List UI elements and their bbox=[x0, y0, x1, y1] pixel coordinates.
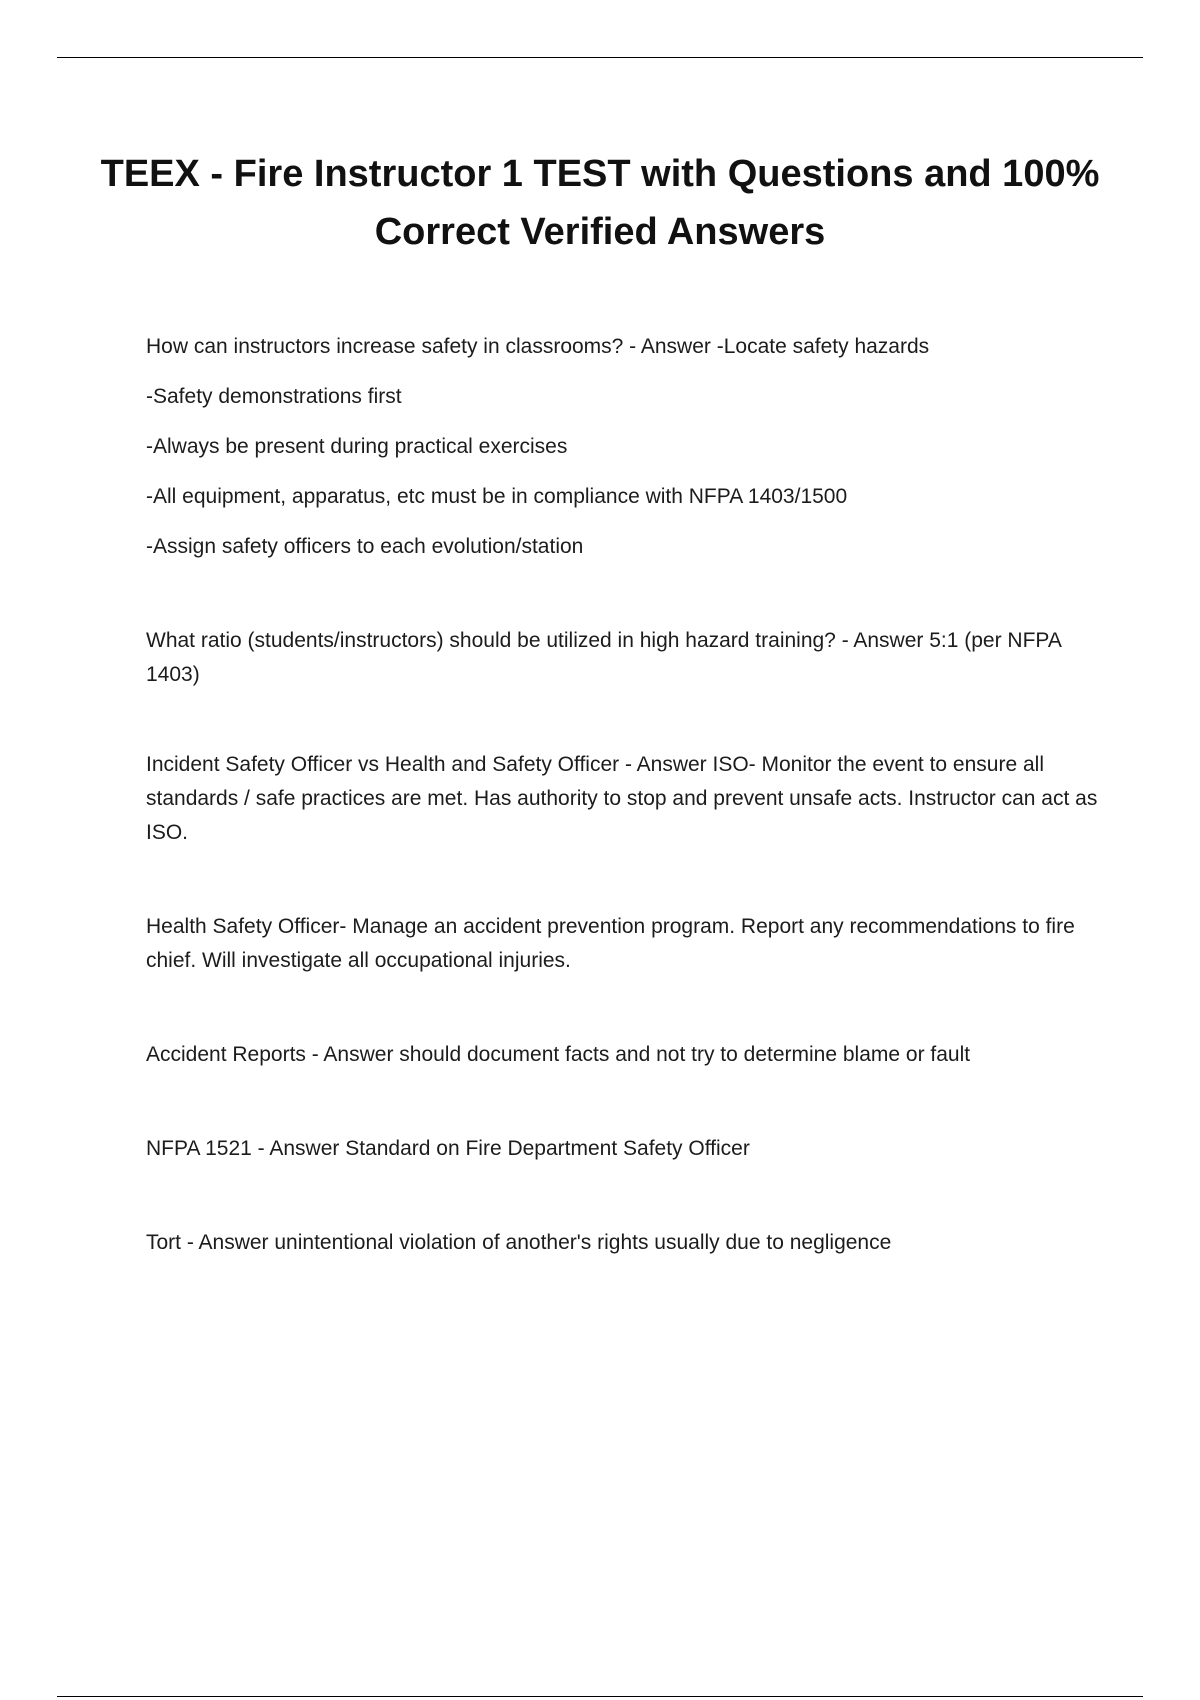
qa-entry-classroom-safety bbox=[146, 330, 1106, 564]
qa-entry-ratio: What ratio (students/instructors) should be utilized in high hazard training? - Answer 5:1 (per NFPA 1403) bbox=[146, 629, 1061, 686]
entry-line: How can instructors increase safety in classrooms? - Answer -Locate safety hazards bbox=[146, 335, 930, 358]
bottom-rule bbox=[57, 1696, 1143, 1697]
qa-entry-incident-safety-officer: Incident Safety Officer vs Health and Safety Officer - Answer ISO- Monitor the event to ensure all standards / safe practices are met. Has authority to stop and prevent unsafe acts. Instructor can act as ISO. bbox=[146, 753, 1098, 844]
qa-entry-tort: Tort - Answer unintentional violation of another's rights usually due to negligence bbox=[146, 1231, 892, 1254]
document-body bbox=[146, 330, 1106, 1260]
qa-entry-nfpa-1521: NFPA 1521 - Answer Standard on Fire Department Safety Officer bbox=[146, 1137, 750, 1160]
entry-line: -All equipment, apparatus, etc must be in compliance with NFPA 1403/1500 bbox=[146, 485, 848, 508]
entry-line: -Safety demonstrations first bbox=[146, 385, 402, 408]
qa-entry-health-safety-officer: Health Safety Officer- Manage an accident prevention program. Report any recommendations to fire chief. Will investigate all occupational injuries. bbox=[146, 915, 1075, 972]
entry-line: -Always be present during practical exercises bbox=[146, 435, 568, 458]
qa-entry-accident-reports: Accident Reports - Answer should document facts and not try to determine blame or fault bbox=[146, 1043, 971, 1066]
entry-line: -Assign safety officers to each evolution/station bbox=[146, 535, 584, 558]
top-rule bbox=[57, 57, 1143, 58]
document-title: TEEX - Fire Instructor 1 TEST with Questions and 100% Correct Verified Answers bbox=[100, 153, 1100, 253]
